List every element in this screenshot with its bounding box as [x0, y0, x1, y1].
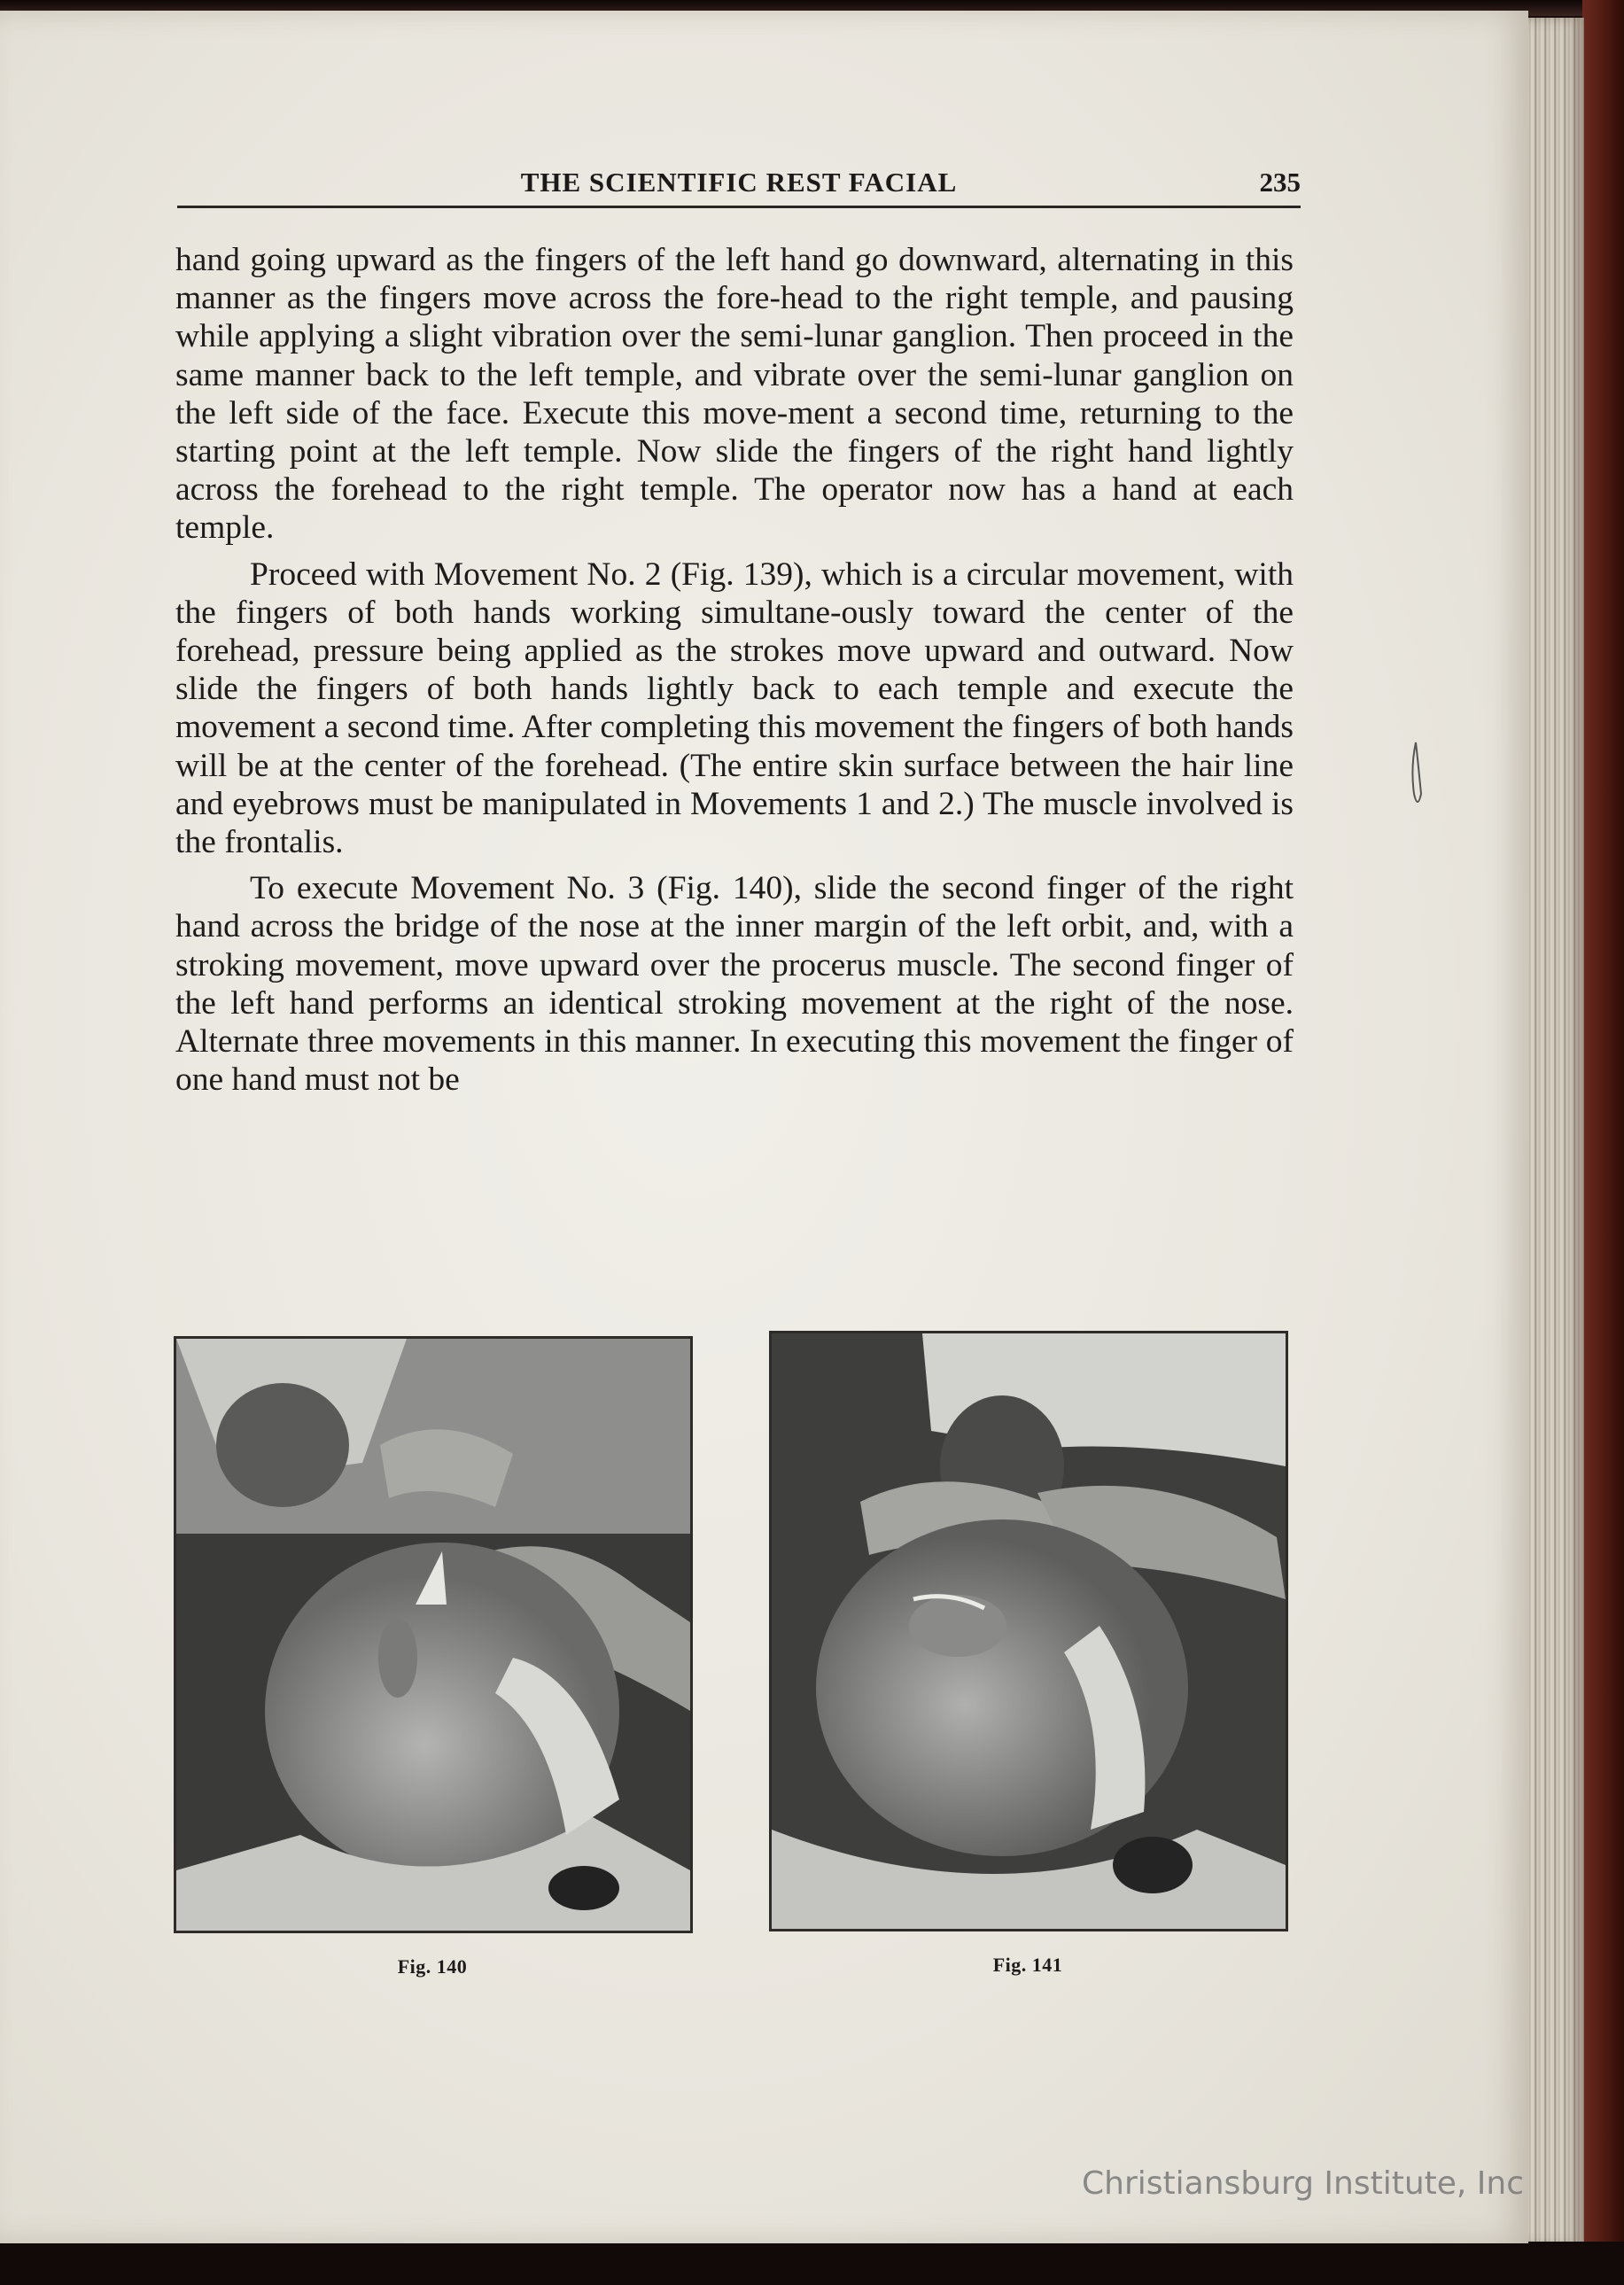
running-title: THE SCIENTIFIC REST FACIAL [520, 167, 958, 198]
book-cover-edge [1582, 0, 1624, 2285]
watermark: Christiansburg Institute, Inc [1082, 2165, 1525, 2202]
running-head [177, 167, 1301, 202]
header-rule [177, 206, 1301, 208]
figure-141-photo [769, 1331, 1288, 1931]
body-text [175, 241, 1294, 1099]
figure-140-photo [174, 1336, 693, 1933]
paragraph-3: To execute Movement No. 3 (Fig. 140), slide the second finger of the right hand across the bridge of the nose at the inner margin of the left orbit, and, with a stroking movement, move upward over the procerus muscle. The second finger of the left hand performs an identical stroking movement at the right of the nose. Alternate three movements in this manner. In executing this movement the finger of one hand must not be [175, 870, 1294, 1099]
book-binding-bottom [0, 2242, 1624, 2285]
facial-massage-photo-140 [176, 1339, 690, 1931]
page-stack-edges [1522, 18, 1584, 2246]
paragraph-1: hand going upward as the fingers of the left hand go downward, alternating in this manner as the fingers move across the fore-head to the right temple, and pausing while applying a slight vibration over the semi-lunar ganglion. Then proceed in the same manner back to the left temple, and vibrate over the semi-lunar ganglion on the left side of the face. Execute this move-ment a second time, returning to the starting point at the left temple. Now slide the fingers of the right hand lightly across the forehead to the right temple. The operator now has a hand at each temple. [175, 242, 1294, 547]
facial-massage-photo-141 [772, 1333, 1286, 1929]
page-number: 235 [1259, 167, 1301, 198]
pencil-mark-icon [1407, 741, 1425, 812]
paragraph-2: Proceed with Movement No. 2 (Fig. 139), which is a circular movement, with the fingers of both hands working simultane-ously toward the center of the forehead, pressure being applied as the strokes move upward and outward. Now slide the fingers of both hands lightly back to each temple and execute the movement a second time. After completing this movement the fingers of both hands will be at the center of the forehead. (The entire skin surface between the hair line and eyebrows must be manipulated in Movements 1 and 2.) The muscle involved is the frontalis. [175, 556, 1294, 861]
figure-141-caption: Fig. 141 [992, 1954, 1063, 1976]
figure-140-caption: Fig. 140 [397, 1955, 468, 1978]
